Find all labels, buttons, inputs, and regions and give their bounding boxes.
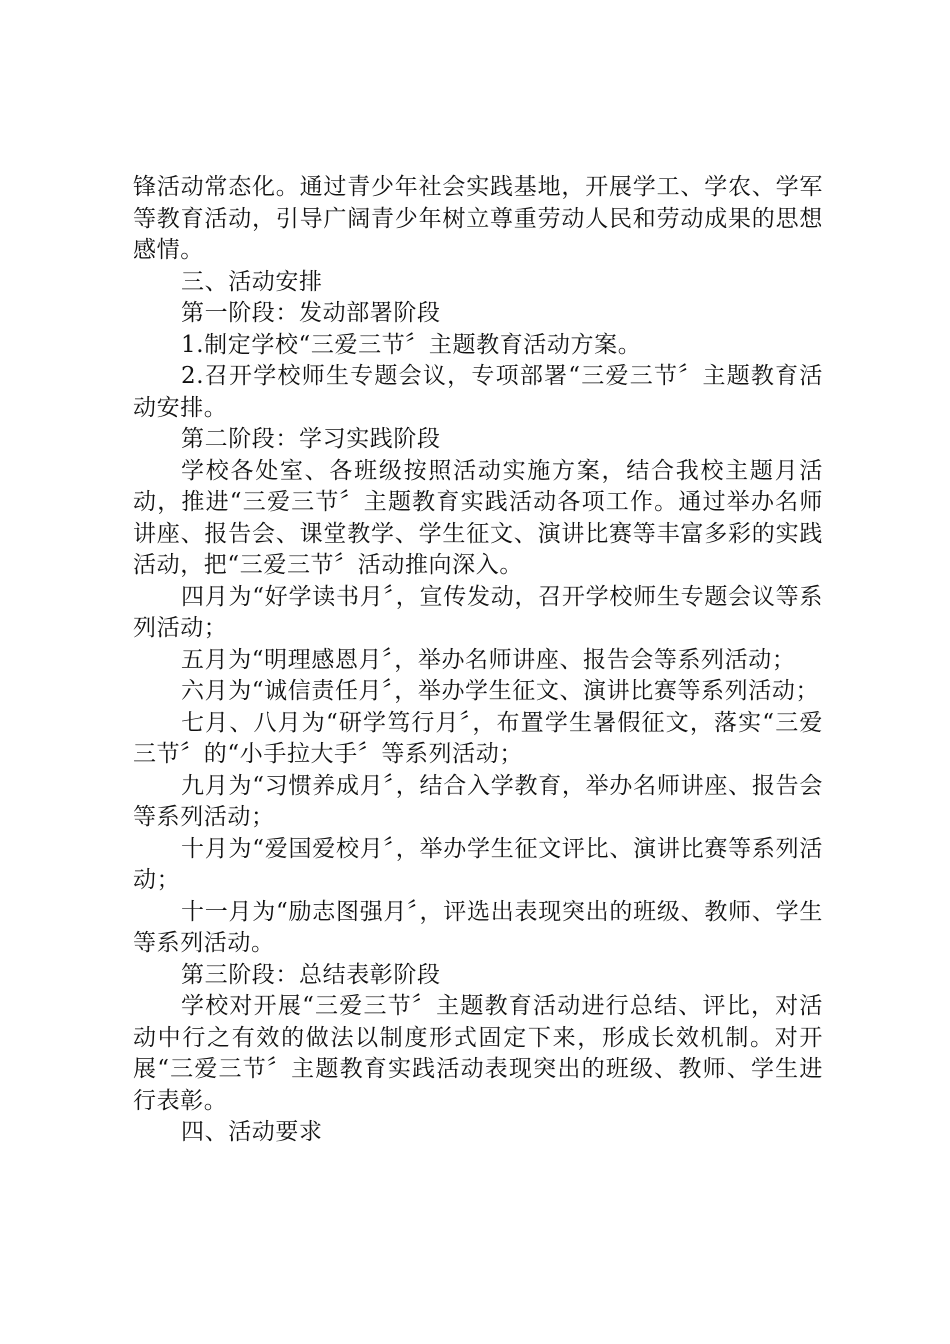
stage-one-item-2: 2.召开学校师生专题会议，专项部署“三爱三节〞主题教育活动安排。 — [133, 363, 823, 421]
section-heading-activity-arrangement: 三、活动安排 — [181, 268, 323, 295]
document-body — [133, 172, 823, 1149]
stage-three-heading: 第三阶段：总结表彰阶段 — [181, 961, 441, 988]
month-november: 十一月为“励志图强月〞，评选出表现突出的班级、教师、学生等系列活动。 — [133, 898, 823, 956]
month-june: 六月为“诚信责任月〞，举办学生征文、演讲比赛等系列活动； — [181, 678, 820, 704]
stage-one-heading: 第一阶段：发动部署阶段 — [181, 300, 441, 326]
paragraph-continuation: 锋活动常态化。通过青少年社会实践基地，开展学工、学农、学军等教育活动，引导广阔青少年树立尊重劳动人民和劳动成果的思想感情。 — [133, 174, 823, 263]
stage-three-description: 学校对开展“三爱三节〞主题教育活动进行总结、评比，对活动中行之有效的做法以制度形式固定下来，形成长效机制。对开展“三爱三节〞主题教育实践活动表现突出的班级、教师、学生进行表彰。 — [133, 993, 823, 1114]
stage-two-heading: 第二阶段：学习实践阶段 — [181, 426, 441, 452]
month-september: 九月为“习惯养成月〞，结合入学教育，举办名师讲座、报告会等系列活动； — [133, 772, 823, 830]
month-october: 十月为“爱国爱校月〞，举办学生征文评比、演讲比赛等系列活动； — [133, 835, 823, 893]
month-july-august: 七月、八月为“研学笃行月〞，布置学生暑假征文，落实“三爱三节〞的“小手拉大手〞等系列活动； — [133, 709, 823, 767]
month-may: 五月为“明理感恩月〞，举办名师讲座、报告会等系列活动； — [181, 646, 796, 673]
section-heading-activity-requirements: 四、活动要求 — [181, 1119, 323, 1145]
stage-one-item-1: 1.制定学校“三爱三节〞主题教育活动方案。 — [181, 331, 642, 358]
month-april: 四月为“好学读书月〞，宣传发动，召开学校师生专题会议等系列活动； — [133, 583, 823, 641]
stage-two-description: 学校各处室、各班级按照活动实施方案，结合我校主题月活动，推进“三爱三节〞主题教育实践活动各项工作。通过举办名师讲座、报告会、课堂教学、学生征文、演讲比赛等丰富多彩的实践活动，把“三爱三节〞活动推向深入。 — [133, 457, 823, 578]
